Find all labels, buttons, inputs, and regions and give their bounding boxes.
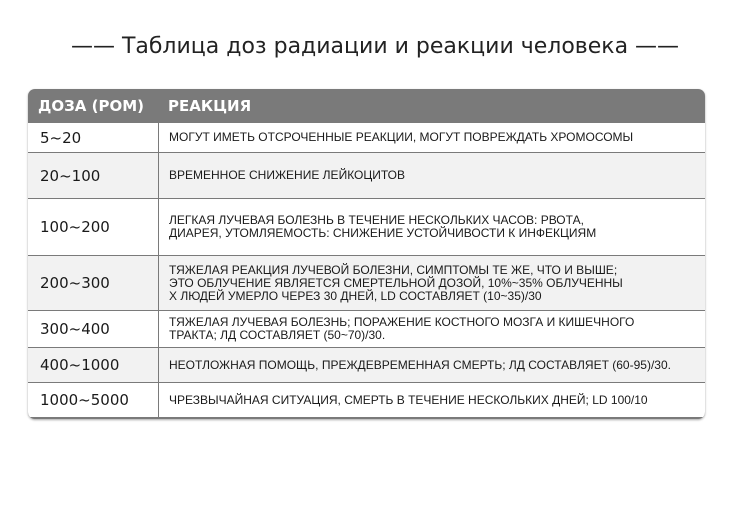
header-reaction: РЕАКЦИЯ: [168, 96, 252, 115]
table-row: [28, 348, 705, 382]
table-row: [28, 153, 705, 198]
table-row: [28, 311, 705, 347]
dose-cell: 5~20: [28, 123, 158, 152]
table-row: [28, 256, 705, 310]
dose-cell: 100~200: [28, 199, 158, 255]
reaction-cell: ЧРЕЗВЫЧАЙНАЯ СИТУАЦИЯ, СМЕРТЬ В ТЕЧЕНИЕ НЕСКОЛЬКИХ ДНЕЙ; LD 100/10: [159, 383, 705, 417]
table-row: [28, 123, 705, 152]
table-row: [28, 199, 705, 255]
dose-table: [28, 89, 705, 419]
dose-cell: 400~1000: [28, 348, 158, 382]
dose-cell: 20~100: [28, 153, 158, 198]
dose-cell: 200~300: [28, 256, 158, 310]
dose-cell: 300~400: [28, 311, 158, 347]
reaction-cell: ТЯЖЕЛАЯ РЕАКЦИЯ ЛУЧЕВОЙ БОЛЕЗНИ, СИМПТОМЫ ТЕ ЖЕ, ЧТО И ВЫШЕ; ЭТО ОБЛУЧЕНИЕ ЯВЛЯЕТСЯ СМЕРТЕЛЬНОЙ ДОЗОЙ, 10%~35% ОБЛУЧЕННЫ Х ЛЮДЕЙ УМЕРЛО ЧЕРЕЗ 30 ДНЕЙ, LD СОСТАВЛЯЕТ (10~35)/30: [159, 256, 705, 310]
reaction-cell: ВРЕМЕННОЕ СНИЖЕНИЕ ЛЕЙКОЦИТОВ: [159, 153, 705, 198]
dose-cell: 1000~5000: [28, 383, 158, 417]
table-row: [28, 383, 705, 417]
page-title: —— Таблица доз радиации и реакции человека ——: [70, 34, 680, 59]
header-dose: ДОЗА (РОМ): [38, 96, 144, 115]
reaction-cell: ТЯЖЕЛАЯ ЛУЧЕВАЯ БОЛЕЗНЬ; ПОРАЖЕНИЕ КОСТНОГО МОЗГА И КИШЕЧНОГО ТРАКТА; ЛД СОСТАВЛЯЕТ (50~70)/30.: [159, 311, 705, 347]
reaction-cell: ЛЕГКАЯ ЛУЧЕВАЯ БОЛЕЗНЬ В ТЕЧЕНИЕ НЕСКОЛЬКИХ ЧАСОВ: РВОТА, ДИАРЕЯ, УТОМЛЯЕМОСТЬ: СНИЖЕНИЕ УСТОЙЧИВОСТИ К ИНФЕКЦИЯМ: [159, 199, 705, 255]
reaction-cell: НЕОТЛОЖНАЯ ПОМОЩЬ, ПРЕЖДЕВРЕМЕННАЯ СМЕРТЬ; ЛД СОСТАВЛЯЕТ (60-95)/30.: [159, 348, 705, 382]
reaction-cell: МОГУТ ИМЕТЬ ОТСРОЧЕННЫЕ РЕАКЦИИ, МОГУТ ПОВРЕЖДАТЬ ХРОМОСОМЫ: [159, 123, 705, 152]
table-header-row: [28, 89, 705, 122]
